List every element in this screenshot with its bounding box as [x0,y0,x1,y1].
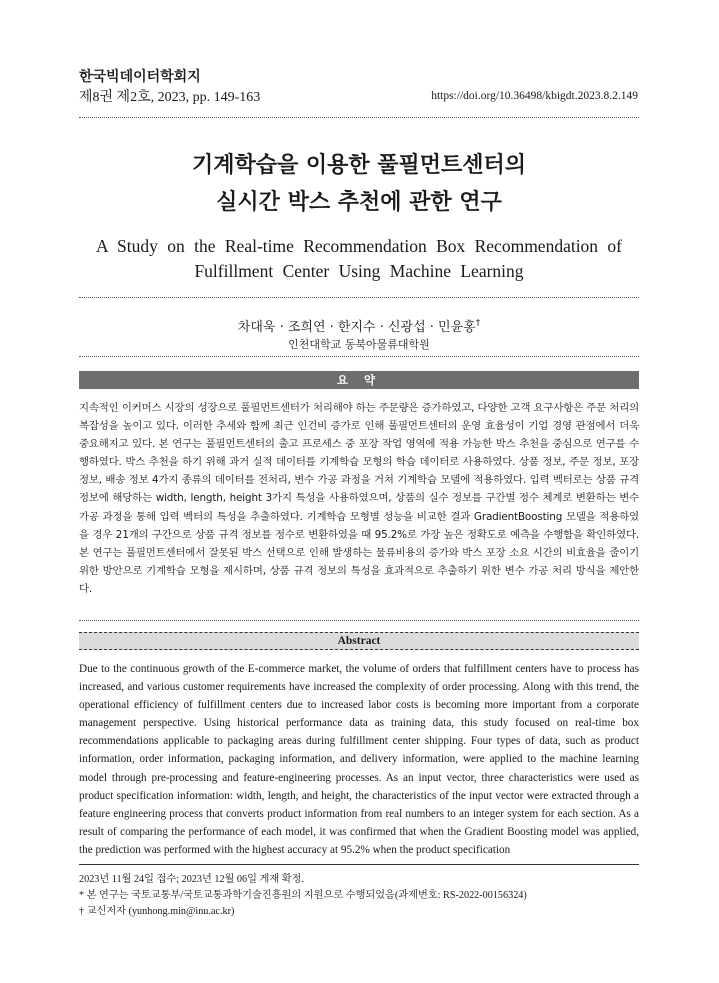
english-abstract-heading: Abstract [79,632,639,650]
header-divider [79,117,639,118]
korean-abstract-divider [79,620,639,621]
title-english-line1: A Study on the Real-time Recommendation Box Recommendation of [95,236,623,256]
title-divider [79,297,639,298]
funding-note: * 본 연구는 국토교통부/국토교통과학기술진흥원의 지원으로 수행되었음(과제번호: RS-2022-00156324) [79,890,527,901]
english-abstract-text: Due to the continuous growth of the E-commerce market, the volume of orders that fulfillment centers have to process has increased, and various customer requirements have increased the complexity of order processing. Along with this trend, the operational efficiency of fulfillment centers due to increased labor costs is becoming more important from a corporate management perspective. Using historical performance data as training data, this study focused on real-time box recommendations applicable to packaging areas during fulfillment center shipping. Four types of data, such as product information, order information, packaging information, and delivery information, were applied to the machine learning model through pre-processing and feature-engineering processes. As an input vector, three characteristics were used as product specification information: width, length, and height, the characteristics of the input vector were extracted through a feature engineering process that converts product information from real numbers to an integer system for each section. As a result of comparing the performance of each model, it was confirmed that when the Gradient Boosting model was applied, the prediction was performed with the highest accuracy at 95.2% when the product specification [79,663,639,856]
title-korean-line2: 실시간 박스 추천에 관한 연구 [216,190,502,215]
journal-name: 한국빅데이터학회지 [79,69,201,85]
affiliation: 인천대학교 동북아물류대학원 [288,338,430,351]
received-date: 2023년 11월 24일 접수; 2023년 12월 06일 게재 확정. [79,874,304,885]
issue-info: 제8권 제2호, 2023, pp. 149-163 [79,90,261,105]
author-list [79,316,639,335]
title-korean-line1: 기계학습을 이용한 풀필먼트센터의 [191,153,527,178]
footnote-divider [79,864,639,865]
doi-link[interactable]: https://doi.org/10.36498/kbigdt.2023.8.2.149 [431,90,638,102]
author-names: 차대욱 · 조희연 · 한지수 · 신광섭 · 민윤홍 [237,320,476,335]
title-english-line2: Fulfillment Center Using Machine Learning [194,261,524,281]
korean-abstract-text: 지속적인 이커머스 시장의 성장으로 풀필먼트센터가 처리해야 하는 주문량은 증가하였고, 다양한 고객 요구사항은 주문 처리의 복잡성을 높이고 있다. 이러한 추세와 함께 최근 인건비 증가로 인해 풀필먼트센터의 운영 효율성이 기업 경영 관점에서 더욱 중요해지고 있다. 본 연구는 풀필먼트센터의 출고 프로세스 중 포장 작업 영역에 적용 가능한 박스 추천을 중심으로 연구를 수행하였다. 박스 추천을 하기 위해 과거 실적 데이터를 기계학습 모형의 학습 데이터로 사용하였다. 상품 정보, 주문 정보, 포장 정보, 배송 정보 4가지 종류의 데이터를 전처리, 변수 가공 과정을 거쳐 기계학습 모델에 적용하였다. 입력 벡터로는 상품 규격 정보에 해당하는 width, length, height 3가지 특성을 사용하였으며, 상품의 실수 정보를 구간별 정수 체계로 변환하는 변수 가공 과정을 통해 입력 벡터의 특성을 추출하였다. 기계학습 모형별 성능을 비교한 결과 GradientBoosting 모델을 적용하였을 경우 21개의 구간으로 상품 규격 정보를 정수로 변환하였을 때 95.2%로 가장 높은 정확도로 예측을 수행함을 확인하였다. 본 연구는 풀필먼트센터에서 잘못된 박스 선택으로 인해 발생하는 물류비용의 증가와 박스 포장 소요 시간의 비효율을 줄이기 위한 방안으로 기계학습 모형을 제시하며, 상품 규격 정보의 특성을 효과적으로 추출하기 위한 변수 가공 처리 방식을 제안한다. [79,402,639,595]
corresponding-author-mark: † [475,318,481,329]
korean-abstract-heading: 요 약 [79,371,639,389]
corresponding-author-note: † 교신저자 (yunhong.min@inu.ac.kr) [79,906,235,917]
affiliation-divider [79,356,639,357]
